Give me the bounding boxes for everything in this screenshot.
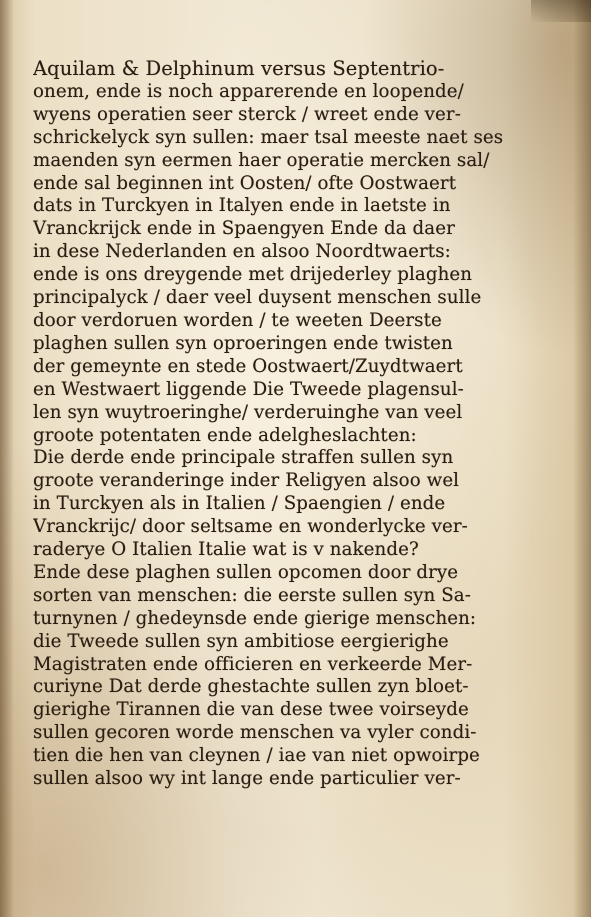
text-line: sorten van menschen: die eerste sullen syn Sa- bbox=[33, 584, 472, 606]
text-line: raderye O Italien Italie wat is v nakende? bbox=[33, 539, 419, 561]
text-line: groote potentaten ende adelgheslachten: bbox=[33, 424, 417, 446]
page-text-block bbox=[33, 58, 503, 791]
text-line: turnynen / ghedeynsde ende gierige menschen: bbox=[33, 607, 477, 629]
text-line: Vranckrijc/ door seltsame en wonderlycke ver- bbox=[33, 516, 468, 538]
text-line: gierighe Tirannen die van dese twee voirseyde bbox=[33, 699, 469, 721]
text-line: ende is ons dreygende met drijederley plaghen bbox=[33, 264, 473, 286]
text-line: die Tweede sullen syn ambitiose eergierighe bbox=[33, 630, 449, 652]
text-line: Vranckrijck ende in Spaengyen Ende da daer bbox=[33, 218, 455, 240]
text-line: ende sal beginnen int Oosten/ ofte Oostwaert bbox=[33, 172, 457, 194]
text-line: tien die hen van cleynen / iae van niet opwoirpe bbox=[33, 745, 480, 767]
page-corner-stain bbox=[531, 0, 591, 22]
text-line: plaghen sullen syn oproeringen ende twisten bbox=[33, 332, 453, 354]
text-line: Aquilam & Delphinum versus Septentrio- bbox=[33, 58, 445, 80]
text-line: curiyne Dat derde ghestachte sullen zyn bloet- bbox=[33, 676, 469, 698]
text-line: Magistraten ende officieren en verkeerde Mer- bbox=[33, 653, 473, 675]
text-line: schrickelyck syn sullen: maer tsal meeste naet ses bbox=[33, 126, 503, 148]
text-line: Die derde ende principale straffen sullen syn bbox=[33, 447, 454, 469]
text-line: maenden syn eermen haer operatie mercken sal/ bbox=[33, 149, 490, 171]
text-line: groote veranderinge inder Religyen alsoo wel bbox=[33, 470, 460, 492]
text-line: in dese Nederlanden en alsoo Noordtwaerts: bbox=[33, 241, 451, 263]
page-right-edge-shadow bbox=[573, 0, 591, 917]
text-line: Ende dese plaghen sullen opcomen door drye bbox=[33, 561, 459, 583]
text-line: onem, ende is noch apparerende en loopende/ bbox=[33, 80, 464, 102]
text-line: sullen alsoo wy int lange ende particulier ver- bbox=[33, 768, 461, 790]
text-line: en Westwaert liggende Die Tweede plagensul- bbox=[33, 378, 464, 400]
text-line: principalyck / daer veel duysent menschen sulle bbox=[33, 287, 482, 309]
text-line: der gemeynte en stede Oostwaert/Zuydtwaert bbox=[33, 355, 463, 377]
text-line: len syn wuytroeringhe/ verderuinghe van veel bbox=[33, 401, 463, 423]
text-line: dats in Turckyen in Italyen ende in laetste in bbox=[33, 195, 451, 217]
text-line: sullen gecoren worde menschen va vyler condi- bbox=[33, 722, 477, 744]
text-line: wyens operatien seer sterck / wreet ende ver- bbox=[33, 103, 461, 125]
text-line: in Turckyen als in Italien / Spaengien / ende bbox=[33, 493, 446, 515]
page-left-edge-shadow bbox=[0, 0, 14, 917]
text-line: door verdoruen worden / te weeten Deerste bbox=[33, 309, 442, 331]
